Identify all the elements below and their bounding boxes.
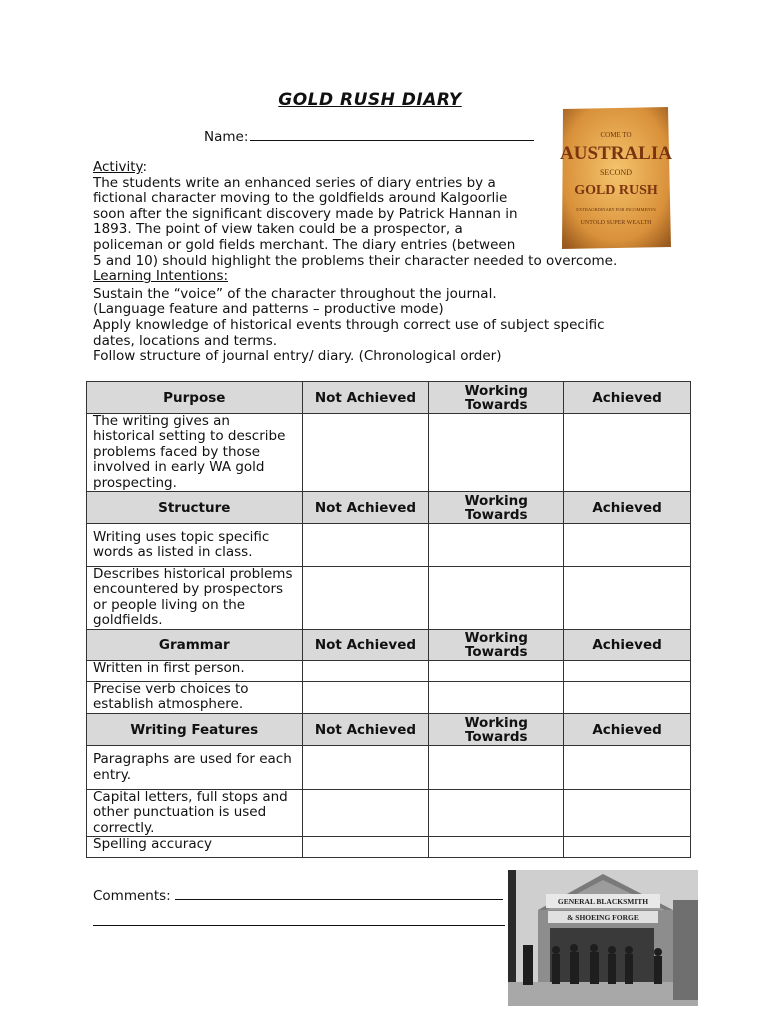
criterion-text: Written in first person. [87, 661, 303, 682]
poster-text: AUSTRALIA [560, 143, 672, 164]
working-towards-cell[interactable] [429, 837, 564, 858]
not-achieved-cell[interactable] [302, 790, 429, 837]
achieved-cell[interactable] [564, 790, 691, 837]
rubric-header-row [87, 714, 691, 746]
not-achieved-cell[interactable] [302, 414, 429, 492]
comments-field[interactable] [93, 888, 503, 904]
achieved-header: Achieved [564, 714, 691, 746]
table-row [87, 661, 691, 682]
section-heading-writing-features: Writing Features [87, 714, 303, 746]
criterion-text: Spelling accuracy [87, 837, 303, 858]
activity-line: 5 and 10) should highlight the problems their character needed to overcome. [93, 252, 618, 269]
achieved-cell[interactable] [564, 837, 691, 858]
rubric-header-row [87, 492, 691, 524]
table-row [87, 524, 691, 567]
table-row [87, 790, 691, 837]
poster-text: COME TO [600, 131, 632, 139]
learning-line: Follow structure of journal entry/ diary. (Chronological order) [93, 348, 502, 365]
learning-line: (Language feature and patterns – productive mode) [93, 301, 444, 318]
name-field[interactable] [204, 129, 534, 145]
working-towards-cell[interactable] [429, 661, 564, 682]
working-header-line: Working [464, 382, 528, 399]
table-row [87, 746, 691, 790]
poster-text: EXTRAORDINARY FOR INCOMMENTS [576, 207, 656, 212]
criterion-text: Describes historical problems encountered by prospectors or people living on the goldfields. [87, 567, 303, 630]
criterion-text: Capital letters, full stops and other punctuation is used correctly. [87, 790, 303, 837]
poster-text: SECOND [599, 168, 633, 177]
learning-line: Apply knowledge of historical events through correct use of subject specific [93, 316, 605, 333]
not-achieved-header: Not Achieved [302, 382, 429, 414]
activity-line: The students write an enhanced series of diary entries by a [93, 174, 496, 191]
criterion-text: The writing gives an historical setting to describe problems faced by those involved in early WA gold prospecting. [87, 414, 303, 492]
working-towards-cell[interactable] [429, 746, 564, 790]
comments-label: Comments: [93, 888, 171, 904]
learning-line: Sustain the “voice” of the character throughout the journal. [93, 285, 497, 302]
criterion-text: Precise verb choices to establish atmosphere. [87, 682, 303, 714]
page-title: GOLD RUSH DIARY [278, 90, 462, 110]
photo-sign-text: & SHOEING FORGE [567, 913, 639, 922]
not-achieved-cell[interactable] [302, 682, 429, 714]
assessment-rubric-table [86, 381, 691, 858]
achieved-cell[interactable] [564, 746, 691, 790]
working-towards-header [429, 492, 564, 524]
not-achieved-cell[interactable] [302, 661, 429, 682]
criterion-text: Paragraphs are used for each entry. [87, 746, 303, 790]
blacksmith-forge-photo [508, 870, 698, 1006]
working-towards-header [429, 630, 564, 661]
name-label: Name: [204, 129, 249, 145]
working-header-line: Towards [464, 396, 528, 413]
working-towards-cell[interactable] [429, 414, 564, 492]
activity-line: 1893. The point of view taken could be a prospector, a [93, 221, 463, 238]
working-header-line: Towards [464, 506, 528, 523]
achieved-cell[interactable] [564, 661, 691, 682]
activity-line: fictional character moving to the goldfields around Kalgoorlie [93, 190, 508, 207]
name-underline[interactable] [250, 129, 534, 141]
rubric-header-row [87, 382, 691, 414]
working-towards-cell[interactable] [429, 567, 564, 630]
learning-line: dates, locations and terms. [93, 332, 278, 349]
poster-text: GOLD RUSH [574, 183, 658, 198]
achieved-header: Achieved [564, 492, 691, 524]
section-heading-purpose: Purpose [87, 382, 303, 414]
working-header-line: Working [464, 630, 528, 647]
table-row [87, 682, 691, 714]
achieved-header: Achieved [564, 382, 691, 414]
not-achieved-cell[interactable] [302, 524, 429, 567]
working-header-line: Towards [464, 644, 528, 661]
achieved-cell[interactable] [564, 524, 691, 567]
working-towards-cell[interactable] [429, 524, 564, 567]
working-towards-header [429, 714, 564, 746]
comments-underline[interactable] [175, 888, 503, 900]
achieved-cell[interactable] [564, 682, 691, 714]
working-header-line: Towards [464, 728, 528, 745]
table-row [87, 567, 691, 630]
working-header-line: Working [464, 492, 528, 509]
table-row [87, 837, 691, 858]
working-towards-cell[interactable] [429, 682, 564, 714]
working-towards-cell[interactable] [429, 790, 564, 837]
achieved-header: Achieved [564, 630, 691, 661]
working-header-line: Working [464, 714, 528, 731]
activity-heading: Activity [93, 159, 143, 175]
activity-line: soon after the significant discovery made by Patrick Hannan in [93, 205, 518, 222]
not-achieved-header: Not Achieved [302, 492, 429, 524]
not-achieved-header: Not Achieved [302, 630, 429, 661]
poster-text: UNTOLD SUPER WEALTH [580, 220, 652, 226]
section-heading-grammar: Grammar [87, 630, 303, 661]
comments-underline-second[interactable] [93, 925, 505, 926]
not-achieved-cell[interactable] [302, 837, 429, 858]
activity-line: policeman or gold fields merchant. The diary entries (between [93, 236, 516, 253]
not-achieved-header: Not Achieved [302, 714, 429, 746]
activity-colon: : [142, 159, 148, 175]
not-achieved-cell[interactable] [302, 746, 429, 790]
achieved-cell[interactable] [564, 567, 691, 630]
table-row [87, 414, 691, 492]
gold-rush-poster-image [560, 107, 672, 250]
not-achieved-cell[interactable] [302, 567, 429, 630]
learning-intentions-heading: Learning Intentions: [93, 268, 229, 285]
photo-sign-text: GENERAL BLACKSMITH [557, 897, 649, 906]
working-towards-header [429, 382, 564, 414]
rubric-header-row [87, 630, 691, 661]
achieved-cell[interactable] [564, 414, 691, 492]
section-heading-structure: Structure [87, 492, 303, 524]
criterion-text: Writing uses topic specific words as listed in class. [87, 524, 303, 567]
